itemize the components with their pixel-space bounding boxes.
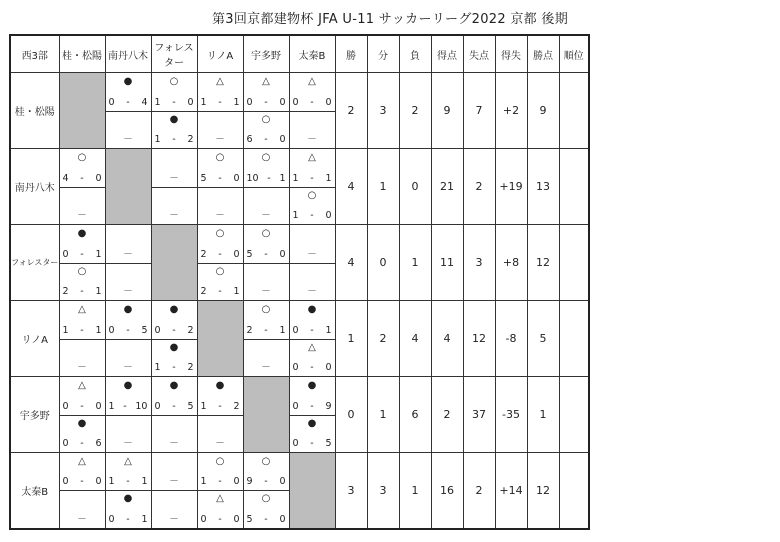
match-cell (197, 225, 243, 301)
first-match (152, 453, 197, 491)
row-team-name: リノA (10, 301, 59, 377)
stat-cell: 4 (335, 149, 367, 225)
match-score: 1 - 1 (200, 96, 240, 108)
match-cell (289, 149, 335, 225)
first-match (244, 73, 289, 112)
match-score: 9 - 0 (246, 476, 286, 488)
match-score: 0 - 5 (108, 324, 148, 336)
match-score: 0 - 0 (246, 96, 286, 108)
match-cell (243, 225, 289, 301)
stat-cell: 0 (367, 225, 399, 301)
result-mark: △ (78, 304, 86, 315)
stat-cell: +2 (495, 73, 527, 149)
second-match (244, 339, 289, 377)
match-score: 0 - 0 (292, 96, 332, 108)
match-cell (289, 73, 335, 149)
result-mark: ● (77, 228, 87, 239)
match-score: － (261, 286, 271, 297)
stat-cell: 4 (399, 301, 431, 377)
column-header-stat: 順位 (559, 35, 589, 73)
second-match (290, 339, 335, 377)
match-cell (59, 225, 105, 301)
self-match-cell (151, 225, 197, 301)
first-match (106, 73, 151, 112)
match-score: 0 - 9 (292, 400, 332, 412)
stat-cell: 3 (367, 73, 399, 149)
stat-cell (559, 377, 589, 453)
stat-cell: 3 (367, 453, 399, 529)
stat-cell: 2 (431, 377, 463, 453)
match-cell (289, 377, 335, 453)
column-header-stat: 得点 (431, 35, 463, 73)
match-score: － (215, 210, 225, 221)
self-match-cell (105, 149, 151, 225)
stat-cell (559, 149, 589, 225)
match-score: 1 - 1 (108, 476, 148, 488)
result-mark: ○ (261, 456, 271, 467)
match-cell (59, 453, 105, 529)
second-match (198, 490, 243, 527)
match-cell (105, 453, 151, 529)
stat-cell (559, 225, 589, 301)
result-mark: ○ (261, 152, 271, 163)
first-match (60, 225, 105, 264)
stat-cell: 12 (527, 453, 559, 529)
column-header-team: 南丹八木 (105, 35, 151, 73)
second-match (244, 111, 289, 149)
first-match (198, 149, 243, 188)
stat-cell: 2 (335, 73, 367, 149)
second-match (60, 415, 105, 453)
match-score: 0 - 5 (154, 400, 194, 412)
second-match (152, 490, 197, 527)
first-match (152, 73, 197, 112)
stat-cell: 11 (431, 225, 463, 301)
column-header-team: 宇多野 (243, 35, 289, 73)
result-mark: ○ (261, 228, 271, 239)
stat-cell: 21 (431, 149, 463, 225)
result-mark: ● (123, 76, 133, 87)
first-match (60, 453, 105, 491)
column-header-team: リノA (197, 35, 243, 73)
second-match (290, 263, 335, 301)
second-match (290, 111, 335, 149)
result-mark: ● (77, 417, 87, 429)
second-match (60, 339, 105, 377)
stat-cell: +14 (495, 453, 527, 529)
match-cell (243, 301, 289, 377)
second-match (106, 263, 151, 301)
stat-cell: 1 (399, 225, 431, 301)
column-header-team: 太秦B (289, 35, 335, 73)
table-row (10, 73, 589, 149)
stat-cell: 1 (367, 377, 399, 453)
second-match (152, 111, 197, 149)
stat-cell: -8 (495, 301, 527, 377)
table-row (10, 453, 589, 529)
match-score: － (123, 248, 133, 260)
match-score: 1 - 2 (154, 362, 194, 373)
match-score: － (169, 476, 179, 488)
self-match-cell (289, 453, 335, 529)
column-header-team: フォレスター (151, 35, 197, 73)
second-match (152, 187, 197, 225)
result-mark: ● (123, 380, 133, 391)
match-cell (151, 149, 197, 225)
result-mark: ● (307, 304, 317, 315)
second-match (198, 111, 243, 149)
first-match (106, 377, 151, 416)
match-score: 1 - 10 (108, 400, 148, 412)
stat-cell: -35 (495, 377, 527, 453)
self-match-cell (59, 73, 105, 149)
table-row (10, 301, 589, 377)
table-row (10, 225, 589, 301)
match-cell (289, 225, 335, 301)
match-score: － (123, 362, 133, 373)
match-cell (289, 301, 335, 377)
result-mark: ● (215, 380, 225, 391)
second-match (60, 263, 105, 301)
result-mark: ○ (215, 265, 225, 277)
match-cell (105, 73, 151, 149)
match-score: 1 - 1 (292, 172, 332, 184)
match-score: 2 - 1 (62, 286, 102, 297)
match-score: － (169, 172, 179, 184)
match-score: 0 - 0 (62, 400, 102, 412)
stat-cell: 2 (399, 73, 431, 149)
first-match (290, 225, 335, 264)
first-match (290, 73, 335, 112)
first-match (60, 149, 105, 188)
first-match (106, 225, 151, 264)
first-match (244, 453, 289, 491)
stat-cell: 5 (527, 301, 559, 377)
second-match (106, 415, 151, 453)
match-score: － (261, 210, 271, 221)
result-mark: ○ (261, 113, 271, 125)
result-mark: △ (308, 76, 316, 87)
row-team-name: 宇多野 (10, 377, 59, 453)
match-cell (243, 149, 289, 225)
row-team-name: 桂・松陽 (10, 73, 59, 149)
stat-cell: 2 (463, 149, 495, 225)
result-mark: ○ (215, 228, 225, 239)
match-score: 4 - 0 (62, 172, 102, 184)
match-score: － (169, 210, 179, 221)
result-mark: △ (262, 76, 270, 87)
second-match (244, 490, 289, 527)
stat-cell: 1 (335, 301, 367, 377)
result-mark: △ (124, 456, 132, 467)
second-match (290, 415, 335, 453)
match-cell (151, 453, 197, 529)
result-mark: △ (216, 493, 224, 505)
result-mark: ● (123, 304, 133, 315)
match-cell (243, 73, 289, 149)
result-mark: ● (169, 341, 179, 353)
match-score: － (123, 134, 133, 145)
stat-cell: 1 (367, 149, 399, 225)
match-score: 0 - 0 (62, 476, 102, 488)
result-mark: ● (169, 380, 179, 391)
match-score: 1 - 0 (154, 96, 194, 108)
second-match (198, 187, 243, 225)
match-score: － (123, 438, 133, 449)
first-match (60, 301, 105, 340)
first-match (60, 377, 105, 416)
match-cell (105, 301, 151, 377)
first-match (244, 149, 289, 188)
match-score: 5 - 0 (246, 513, 286, 525)
match-score: － (169, 438, 179, 449)
header-row (10, 35, 589, 73)
stat-cell: 2 (463, 453, 495, 529)
first-match (290, 301, 335, 340)
match-cell (243, 453, 289, 529)
second-match (290, 187, 335, 225)
first-match (106, 301, 151, 340)
match-cell (59, 301, 105, 377)
stat-cell: 9 (431, 73, 463, 149)
second-match (60, 187, 105, 225)
match-cell (105, 377, 151, 453)
stat-cell: 2 (367, 301, 399, 377)
result-mark: ● (307, 417, 317, 429)
match-cell (197, 377, 243, 453)
match-score: 2 - 0 (200, 248, 240, 260)
column-header-stat: 勝点 (527, 35, 559, 73)
match-cell (151, 377, 197, 453)
match-score: － (77, 513, 87, 525)
second-match (106, 111, 151, 149)
first-match (244, 301, 289, 340)
match-score: 0 - 2 (154, 324, 194, 336)
result-mark: ○ (215, 152, 225, 163)
match-score: 5 - 0 (246, 248, 286, 260)
result-mark: △ (78, 380, 86, 391)
result-mark: ○ (77, 265, 87, 277)
first-match (152, 377, 197, 416)
match-score: － (307, 134, 317, 145)
second-match (152, 339, 197, 377)
match-cell (59, 149, 105, 225)
match-score: － (307, 286, 317, 297)
self-match-cell (243, 377, 289, 453)
result-mark: ● (169, 304, 179, 315)
stat-cell: 4 (335, 225, 367, 301)
result-mark: ○ (169, 76, 179, 87)
match-score: － (77, 210, 87, 221)
stat-cell: 12 (463, 301, 495, 377)
match-cell (151, 73, 197, 149)
table-row (10, 377, 589, 453)
result-mark: ○ (77, 152, 87, 163)
result-mark: ● (169, 113, 179, 125)
match-score: 0 - 5 (292, 438, 332, 449)
match-score: － (77, 362, 87, 373)
second-match (106, 490, 151, 527)
first-match (198, 453, 243, 491)
match-score: 1 - 0 (292, 210, 332, 221)
column-header-stat: 失点 (463, 35, 495, 73)
match-cell (105, 225, 151, 301)
result-mark: ● (123, 493, 133, 505)
stat-cell: 0 (335, 377, 367, 453)
first-match (198, 377, 243, 416)
match-score: 0 - 1 (292, 324, 332, 336)
division-label: 西3部 (10, 35, 59, 73)
stat-cell: 0 (399, 149, 431, 225)
match-score: 6 - 0 (246, 134, 286, 145)
stat-cell: 1 (527, 377, 559, 453)
self-match-cell (197, 301, 243, 377)
stat-cell: 3 (463, 225, 495, 301)
match-score: 1 - 1 (62, 324, 102, 336)
first-match (290, 377, 335, 416)
stat-cell: 4 (431, 301, 463, 377)
match-score: 2 - 1 (200, 286, 240, 297)
second-match (106, 339, 151, 377)
result-mark: △ (308, 341, 316, 353)
match-score: － (261, 362, 271, 373)
first-match (244, 225, 289, 264)
match-score: 10 - 1 (246, 172, 286, 184)
match-score: 1 - 0 (200, 476, 240, 488)
result-mark: ○ (261, 493, 271, 505)
second-match (60, 490, 105, 527)
result-mark: ○ (215, 456, 225, 467)
result-mark: ○ (261, 304, 271, 315)
column-header-stat: 得失 (495, 35, 527, 73)
result-mark: ● (307, 380, 317, 391)
second-match (244, 187, 289, 225)
stat-cell: 6 (399, 377, 431, 453)
match-score: 0 - 0 (200, 513, 240, 525)
column-header-stat: 勝 (335, 35, 367, 73)
result-mark: △ (308, 152, 316, 163)
column-header-stat: 負 (399, 35, 431, 73)
second-match (198, 415, 243, 453)
stat-cell: 16 (431, 453, 463, 529)
match-score: 0 - 4 (108, 96, 148, 108)
match-cell (197, 73, 243, 149)
first-match (152, 301, 197, 340)
match-score: 1 - 2 (154, 134, 194, 145)
table-row (10, 149, 589, 225)
stat-cell (559, 453, 589, 529)
match-score: 0 - 1 (62, 248, 102, 260)
match-cell (197, 453, 243, 529)
row-team-name: 太秦B (10, 453, 59, 529)
stat-cell (559, 301, 589, 377)
match-cell (151, 301, 197, 377)
stat-cell: 3 (335, 453, 367, 529)
column-header-stat: 分 (367, 35, 399, 73)
result-mark: △ (78, 456, 86, 467)
stat-cell: 37 (463, 377, 495, 453)
stat-cell: 12 (527, 225, 559, 301)
second-match (152, 415, 197, 453)
page-title: 第3回京都建物杯 JFA U-11 サッカーリーグ2022 京都 後期 (211, 12, 569, 27)
first-match (198, 73, 243, 112)
match-score: － (215, 438, 225, 449)
first-match (290, 149, 335, 188)
stat-cell: 9 (527, 73, 559, 149)
stat-cell: 13 (527, 149, 559, 225)
first-match (152, 149, 197, 188)
match-cell (197, 149, 243, 225)
second-match (198, 263, 243, 301)
match-score: 0 - 1 (108, 513, 148, 525)
stat-cell: 1 (399, 453, 431, 529)
match-score: － (169, 513, 179, 525)
stat-cell: +19 (495, 149, 527, 225)
match-score: 0 - 0 (292, 362, 332, 373)
result-mark: △ (216, 76, 224, 87)
stat-cell: +8 (495, 225, 527, 301)
stat-cell (559, 73, 589, 149)
league-table (9, 34, 590, 530)
match-score: 5 - 0 (200, 172, 240, 184)
match-score: － (123, 286, 133, 297)
match-score: － (215, 134, 225, 145)
first-match (198, 225, 243, 264)
second-match (244, 263, 289, 301)
row-team-name: 南丹八木 (10, 149, 59, 225)
match-score: － (307, 248, 317, 260)
column-header-team: 桂・松陽 (59, 35, 105, 73)
match-score: 1 - 2 (200, 400, 240, 412)
result-mark: ○ (307, 189, 317, 201)
match-score: 2 - 1 (246, 324, 286, 336)
match-score: 0 - 6 (62, 438, 102, 449)
row-team-name: フォレスター (10, 225, 59, 301)
stat-cell: 7 (463, 73, 495, 149)
first-match (106, 453, 151, 491)
match-cell (59, 377, 105, 453)
